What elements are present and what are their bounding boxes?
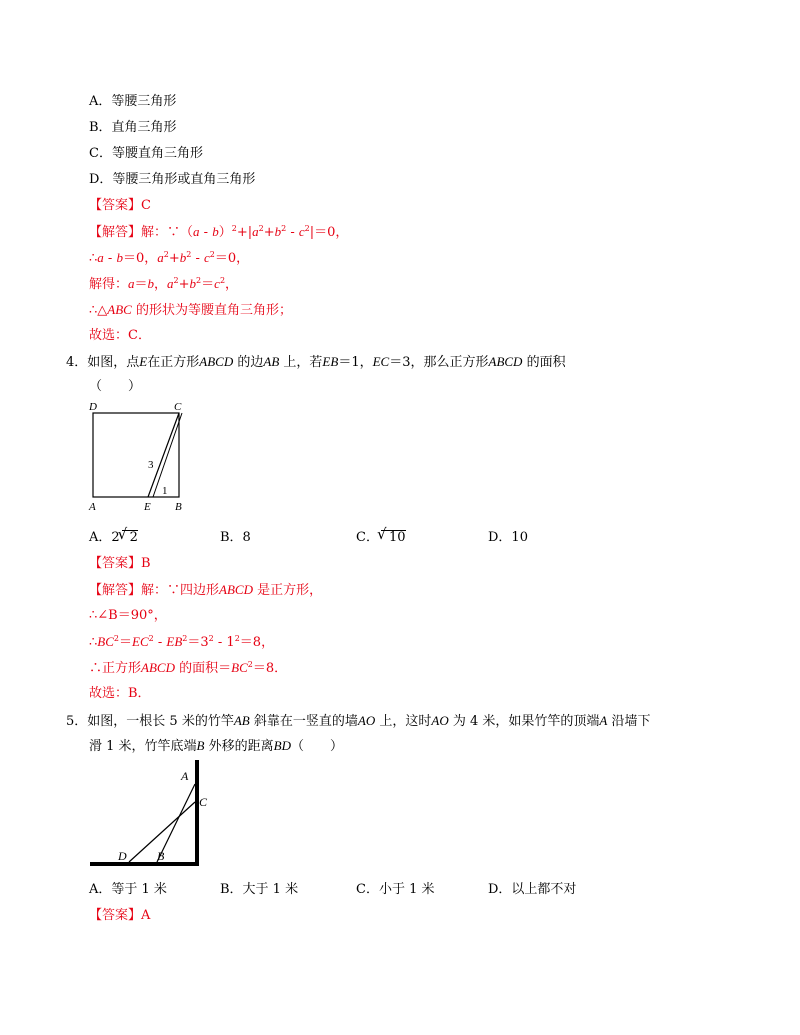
q3-analysis-line-2: ∴a - b＝0，$a^2+b^2 - c^2=0$，	[89, 250, 250, 266]
answer-value: A	[141, 908, 151, 923]
label-d: D	[118, 849, 127, 863]
q5-option-a: A．等于 1 米	[89, 882, 167, 897]
q5-stem-line-1: 5．如图，一根长 5 米的竹竿AB 斜靠在一竖直的墙AO 上，这时AO 为 4 米，如果竹竿的顶端A 沿墙下	[66, 713, 651, 729]
sqrt-symbol	[381, 530, 406, 545]
q4-answer	[89, 555, 151, 573]
label-c: C	[199, 795, 208, 809]
q5-stem-part: 沿墙下	[611, 714, 651, 729]
area-lead: ∴正方形	[89, 661, 142, 676]
q4-stem: 4．如图，点E在正方形ABCD 的边AB 上，若EB＝1，EC＝3，那么正方形ABCD 的面积	[66, 354, 566, 370]
length-ec: 3	[148, 459, 154, 471]
q5-number: 5．	[66, 714, 88, 729]
q4-analysis-line-4: ∴正方形ABCD 的面积$=BC^2=8$．	[89, 660, 288, 676]
q4-stem-part: ＝1，	[338, 355, 373, 370]
sqrt-symbol	[122, 530, 138, 545]
q3-analysis-line-1: 【解答】解：∵（a - $b)^2+|a^2+b^2 - c^2|=0$，	[89, 224, 349, 240]
analysis-tag: 【解答】	[89, 225, 142, 240]
q4-answer-paren: （ ）	[89, 379, 142, 394]
q5-option-d: D．以上都不对	[488, 882, 577, 897]
answer-value: B	[141, 556, 151, 571]
q3-analysis-line-4: ∴△ABC 的形状为等腰直角三角形；	[89, 302, 292, 318]
label-e: E	[144, 501, 151, 513]
q4-analysis-line-3: $\therefore BC^2=EC^2 - EB^2=3^2 - 1^2=8$，	[89, 634, 275, 650]
analysis-lead-end: 是正方形，	[257, 583, 323, 598]
shape-conclusion: 的形状为等腰直角三角形；	[135, 303, 292, 318]
answer-tag: 【答案】	[89, 198, 142, 213]
option-letter: A．	[89, 530, 112, 545]
q4-option-a	[89, 529, 138, 547]
q4-stem-part: 上，若	[283, 355, 323, 370]
area-mid: 的面积＝	[179, 661, 232, 676]
q4-number: 4．	[66, 355, 88, 370]
label-d: D	[89, 401, 97, 413]
label-c: C	[174, 401, 182, 413]
q3-conclusion: 故选：C．	[89, 328, 151, 343]
q4-stem-part: 在正方形	[147, 355, 200, 370]
q3-option-c: C．等腰直角三角形	[89, 146, 203, 161]
q4-stem-part: ＝3，那么正方形	[389, 355, 489, 370]
q4-option-b: B．8	[220, 530, 251, 545]
q4-conclusion: 故选：B．	[89, 686, 151, 701]
q5-option-b: B．大于 1 米	[220, 882, 299, 897]
solve-lead: 解得：	[89, 277, 129, 292]
q4-square-figure	[86, 398, 196, 516]
q5-ladder-figure	[86, 756, 216, 870]
label-b: B	[175, 501, 182, 513]
q4-option-d: D．10	[488, 530, 528, 545]
analysis-tag: 【解答】	[89, 583, 142, 598]
q5-stem-part: 上，这时	[379, 714, 432, 729]
option-letter: C．	[356, 530, 379, 545]
segment-ec-shadow	[153, 413, 182, 497]
option-coefficient: 2	[111, 530, 120, 545]
q5-stem-part: 外移的距离	[208, 739, 274, 754]
q5-answer	[89, 907, 150, 925]
analysis-lead: 解：∵四边形	[141, 583, 220, 598]
q5-stem-part: 为 4 米，如果竹竿的顶端	[452, 714, 600, 729]
label-a: A	[181, 769, 189, 783]
q5-stem-line-2: 滑 1 米，竹竿底端B 外移的距离BD（ ）	[89, 738, 344, 754]
label-a: A	[89, 501, 96, 513]
q4-analysis-line-2: ∴∠B＝90°，	[89, 608, 167, 623]
q4-analysis-line-1: 【解答】解：∵四边形ABCD 是正方形，	[89, 582, 323, 598]
q3-option-d: D．等腰三角形或直角三角形	[89, 172, 256, 187]
q3-answer	[89, 197, 151, 215]
label-b: B	[157, 849, 165, 863]
q5-stem-part: 斜靠在一竖直的墙	[253, 714, 358, 729]
length-eb: 1	[162, 485, 168, 497]
answer-value: C	[141, 198, 151, 213]
answer-tag: 【答案】	[89, 556, 142, 571]
q4-stem-part: 如图，点	[87, 355, 140, 370]
q5-option-c: C．小于 1 米	[356, 882, 435, 897]
q3-analysis-line-3: 解得：a＝b，$a^2+b^2=c^2$，	[89, 276, 239, 292]
q5-stem-part: 如图，一根长 5 米的竹竿	[87, 714, 234, 729]
answer-tag: 【答案】	[89, 908, 142, 923]
q4-stem-part: 的面积	[526, 355, 566, 370]
q3-option-a: A．等腰三角形	[89, 94, 177, 109]
radicand: 10	[388, 530, 406, 545]
q4-option-c	[356, 529, 406, 547]
analysis-lead: 解：∵	[141, 225, 181, 240]
q3-option-b: B．直角三角形	[89, 120, 177, 135]
q5-stem-part: 滑 1 米，竹竿底端	[89, 739, 197, 754]
q4-stem-part: 的边	[237, 355, 264, 370]
q5-stem-part: （ ）	[291, 739, 344, 754]
radicand: 2	[129, 530, 138, 545]
